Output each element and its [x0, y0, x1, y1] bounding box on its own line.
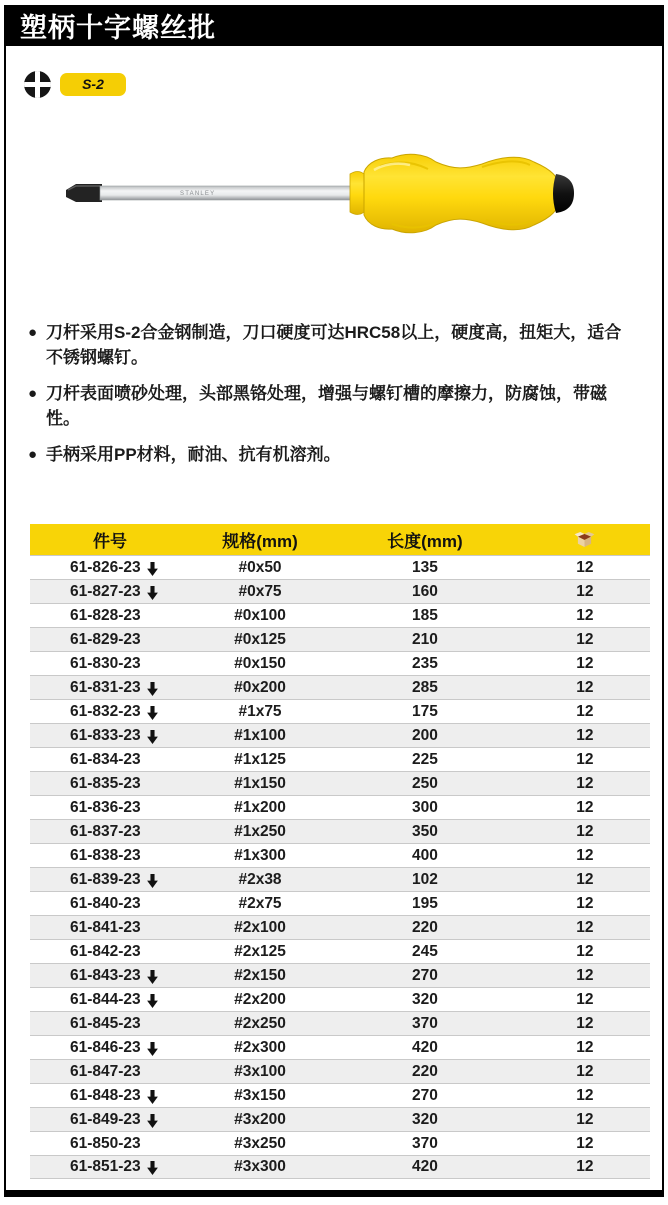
length-cell: 220 [411, 1062, 438, 1080]
feature-text: 刀杆表面喷砂处理，头部黑铬处理，增强与螺钉槽的摩擦力，防腐蚀，带磁性。 [46, 384, 607, 428]
length-cell: 285 [411, 678, 438, 696]
length-cell: 370 [411, 1014, 438, 1032]
table-row [30, 603, 650, 627]
down-arrow-icon [147, 1114, 158, 1128]
down-arrow-icon [147, 874, 158, 888]
table-row [30, 1011, 650, 1035]
qty-cell: 12 [576, 1038, 594, 1056]
spec-table [30, 524, 650, 1179]
bullet-icon: ● [28, 324, 38, 341]
spec-cell: #0x100 [234, 606, 286, 624]
part-number-cell: 61-846-23 [30, 1039, 190, 1057]
length-cell: 220 [411, 918, 438, 936]
spec-cell: #0x50 [238, 558, 282, 576]
length-cell: 270 [411, 1086, 438, 1104]
catalog-page [4, 5, 664, 1197]
spec-cell: #3x150 [234, 1086, 286, 1104]
qty-cell: 12 [576, 630, 594, 648]
page-title: 塑柄十字螺丝批 [20, 13, 216, 43]
part-number-cell: 61-851-23 [30, 1158, 190, 1176]
part-number-cell: 61-838-23 [70, 846, 141, 864]
spec-table-body [30, 555, 650, 1179]
down-arrow-icon [147, 562, 158, 576]
part-number-cell: 61-834-23 [70, 750, 141, 768]
table-row [30, 1059, 650, 1083]
spec-cell: #2x300 [234, 1038, 286, 1056]
handle [364, 154, 561, 233]
table-row [30, 651, 650, 675]
qty-cell: 12 [576, 750, 594, 768]
part-number-cell: 61-845-23 [70, 1014, 141, 1032]
footer-rule [4, 1190, 664, 1197]
table-row [30, 699, 650, 723]
part-number-cell: 61-849-23 [30, 1111, 190, 1129]
qty-cell: 12 [576, 990, 594, 1008]
part-number-cell: 61-830-23 [70, 654, 141, 672]
spec-cell: #1x250 [234, 822, 286, 840]
spec-cell: #0x125 [234, 630, 286, 648]
tip-type-badge-row [24, 70, 662, 98]
table-row [30, 1107, 650, 1131]
part-number-cell: 61-847-23 [70, 1062, 141, 1080]
carton-box-icon [574, 531, 595, 548]
table-row [30, 627, 650, 651]
length-cell: 235 [411, 654, 438, 672]
part-number-cell: 61-843-23 [30, 967, 190, 985]
spec-table-header [30, 524, 650, 555]
qty-cell: 12 [576, 582, 594, 600]
spec-cell: #2x75 [238, 894, 282, 912]
length-cell: 350 [411, 822, 438, 840]
down-arrow-icon [147, 994, 158, 1008]
down-arrow-icon [147, 730, 158, 744]
spec-cell: #2x250 [234, 1014, 286, 1032]
table-row [30, 555, 650, 579]
feature-list [28, 320, 638, 478]
steel-grade-badge: S-2 [60, 73, 126, 96]
part-number-cell: 61-826-23 [30, 559, 190, 577]
part-number-cell: 61-839-23 [30, 871, 190, 889]
qty-cell: 12 [576, 702, 594, 720]
feature-text: 刀杆采用S-2合金钢制造，刀口硬度可达HRC58以上，硬度高，扭矩大，适合不锈钢螺钉。 [46, 323, 622, 367]
part-number-cell: 61-836-23 [70, 798, 141, 816]
column-header-length: 长度(mm) [387, 532, 463, 551]
part-number-cell: 61-844-23 [30, 991, 190, 1009]
table-row [30, 771, 650, 795]
spec-cell: #1x75 [238, 702, 282, 720]
phillips-cross-icon [24, 71, 51, 98]
spec-cell: #2x125 [234, 942, 286, 960]
table-row [30, 795, 650, 819]
table-row [30, 723, 650, 747]
length-cell: 370 [411, 1134, 438, 1152]
length-cell: 160 [411, 582, 438, 600]
spec-cell: #2x38 [238, 870, 282, 888]
length-cell: 320 [411, 1110, 438, 1128]
spec-cell: #2x100 [234, 918, 286, 936]
spec-cell: #1x150 [234, 774, 286, 792]
length-cell: 420 [411, 1158, 438, 1175]
qty-cell: 12 [576, 774, 594, 792]
bullet-icon: ● [28, 446, 38, 463]
part-number-cell: 61-831-23 [30, 679, 190, 697]
qty-cell: 12 [576, 966, 594, 984]
qty-cell: 12 [576, 1062, 594, 1080]
length-cell: 320 [411, 990, 438, 1008]
part-number-cell: 61-832-23 [30, 703, 190, 721]
spec-cell: #3x200 [234, 1110, 286, 1128]
table-row [30, 939, 650, 963]
length-cell: 135 [411, 558, 438, 576]
part-number-cell: 61-850-23 [70, 1134, 141, 1152]
length-cell: 250 [411, 774, 438, 792]
column-header-part: 件号 [92, 532, 127, 551]
spec-cell: #3x300 [234, 1158, 286, 1175]
table-row [30, 675, 650, 699]
down-arrow-icon [147, 1090, 158, 1104]
spec-cell: #2x200 [234, 990, 286, 1008]
feature-item [28, 320, 638, 370]
part-number-cell: 61-842-23 [70, 942, 141, 960]
shaft [100, 186, 352, 200]
qty-cell: 12 [576, 798, 594, 816]
qty-cell: 12 [576, 942, 594, 960]
spec-cell: #3x100 [234, 1062, 286, 1080]
spec-cell: #3x250 [234, 1134, 286, 1152]
spec-cell: #1x125 [234, 750, 286, 768]
qty-cell: 12 [576, 1086, 594, 1104]
table-row [30, 819, 650, 843]
qty-cell: 12 [576, 846, 594, 864]
length-cell: 200 [411, 726, 438, 744]
down-arrow-icon [147, 1161, 158, 1175]
spec-cell: #2x150 [234, 966, 286, 984]
part-number-cell: 61-840-23 [70, 894, 141, 912]
feature-item [28, 381, 638, 431]
qty-cell: 12 [576, 558, 594, 576]
table-row [30, 579, 650, 603]
length-cell: 225 [411, 750, 438, 768]
down-arrow-icon [147, 586, 158, 600]
spec-cell: #0x150 [234, 654, 286, 672]
length-cell: 175 [411, 702, 438, 720]
part-number-cell: 61-835-23 [70, 774, 141, 792]
part-number-cell: 61-827-23 [30, 583, 190, 601]
length-cell: 270 [411, 966, 438, 984]
qty-cell: 12 [576, 678, 594, 696]
spec-cell: #1x100 [234, 726, 286, 744]
part-number-cell: 61-828-23 [70, 606, 141, 624]
qty-cell: 12 [576, 894, 594, 912]
table-row [30, 915, 650, 939]
qty-cell: 12 [576, 822, 594, 840]
qty-cell: 12 [576, 606, 594, 624]
length-cell: 400 [411, 846, 438, 864]
qty-cell: 12 [576, 726, 594, 744]
table-row [30, 1035, 650, 1059]
screwdriver-illustration [62, 138, 574, 250]
length-cell: 195 [411, 894, 438, 912]
part-number-cell: 61-829-23 [70, 630, 141, 648]
down-arrow-icon [147, 682, 158, 696]
table-row [30, 1083, 650, 1107]
bullet-icon: ● [28, 385, 38, 402]
qty-cell: 12 [576, 918, 594, 936]
length-cell: 210 [411, 630, 438, 648]
qty-cell: 12 [576, 1134, 594, 1152]
table-row [30, 891, 650, 915]
part-number-cell: 61-841-23 [70, 918, 141, 936]
page-title-bar [4, 5, 664, 46]
table-row [30, 987, 650, 1011]
table-row [30, 1131, 650, 1155]
qty-cell: 12 [576, 654, 594, 672]
spec-cell: #0x75 [238, 582, 282, 600]
part-number-cell: 61-833-23 [30, 727, 190, 745]
spec-cell: #0x200 [234, 678, 286, 696]
table-row [30, 843, 650, 867]
spec-cell: #1x200 [234, 798, 286, 816]
column-header-qty [520, 531, 650, 548]
feature-text: 手柄采用PP材料，耐油、抗有机溶剂。 [46, 445, 341, 464]
qty-cell: 12 [576, 870, 594, 888]
table-row [30, 867, 650, 891]
table-row [30, 747, 650, 771]
part-number-cell: 61-837-23 [70, 822, 141, 840]
length-cell: 185 [411, 606, 438, 624]
column-header-spec: 规格(mm) [222, 532, 298, 551]
length-cell: 300 [411, 798, 438, 816]
qty-cell: 12 [576, 1158, 594, 1175]
down-arrow-icon [147, 1042, 158, 1056]
table-row [30, 1155, 650, 1179]
feature-item [28, 442, 638, 467]
length-cell: 102 [411, 870, 438, 888]
shaft-brand-text: STANLEY [180, 191, 216, 197]
product-image [62, 138, 662, 250]
qty-cell: 12 [576, 1110, 594, 1128]
down-arrow-icon [147, 970, 158, 984]
part-number-cell: 61-848-23 [30, 1087, 190, 1105]
length-cell: 245 [411, 942, 438, 960]
handle-end-cap [553, 174, 574, 213]
down-arrow-icon [147, 706, 158, 720]
length-cell: 420 [411, 1038, 438, 1056]
spec-cell: #1x300 [234, 846, 286, 864]
qty-cell: 12 [576, 1014, 594, 1032]
table-row [30, 963, 650, 987]
